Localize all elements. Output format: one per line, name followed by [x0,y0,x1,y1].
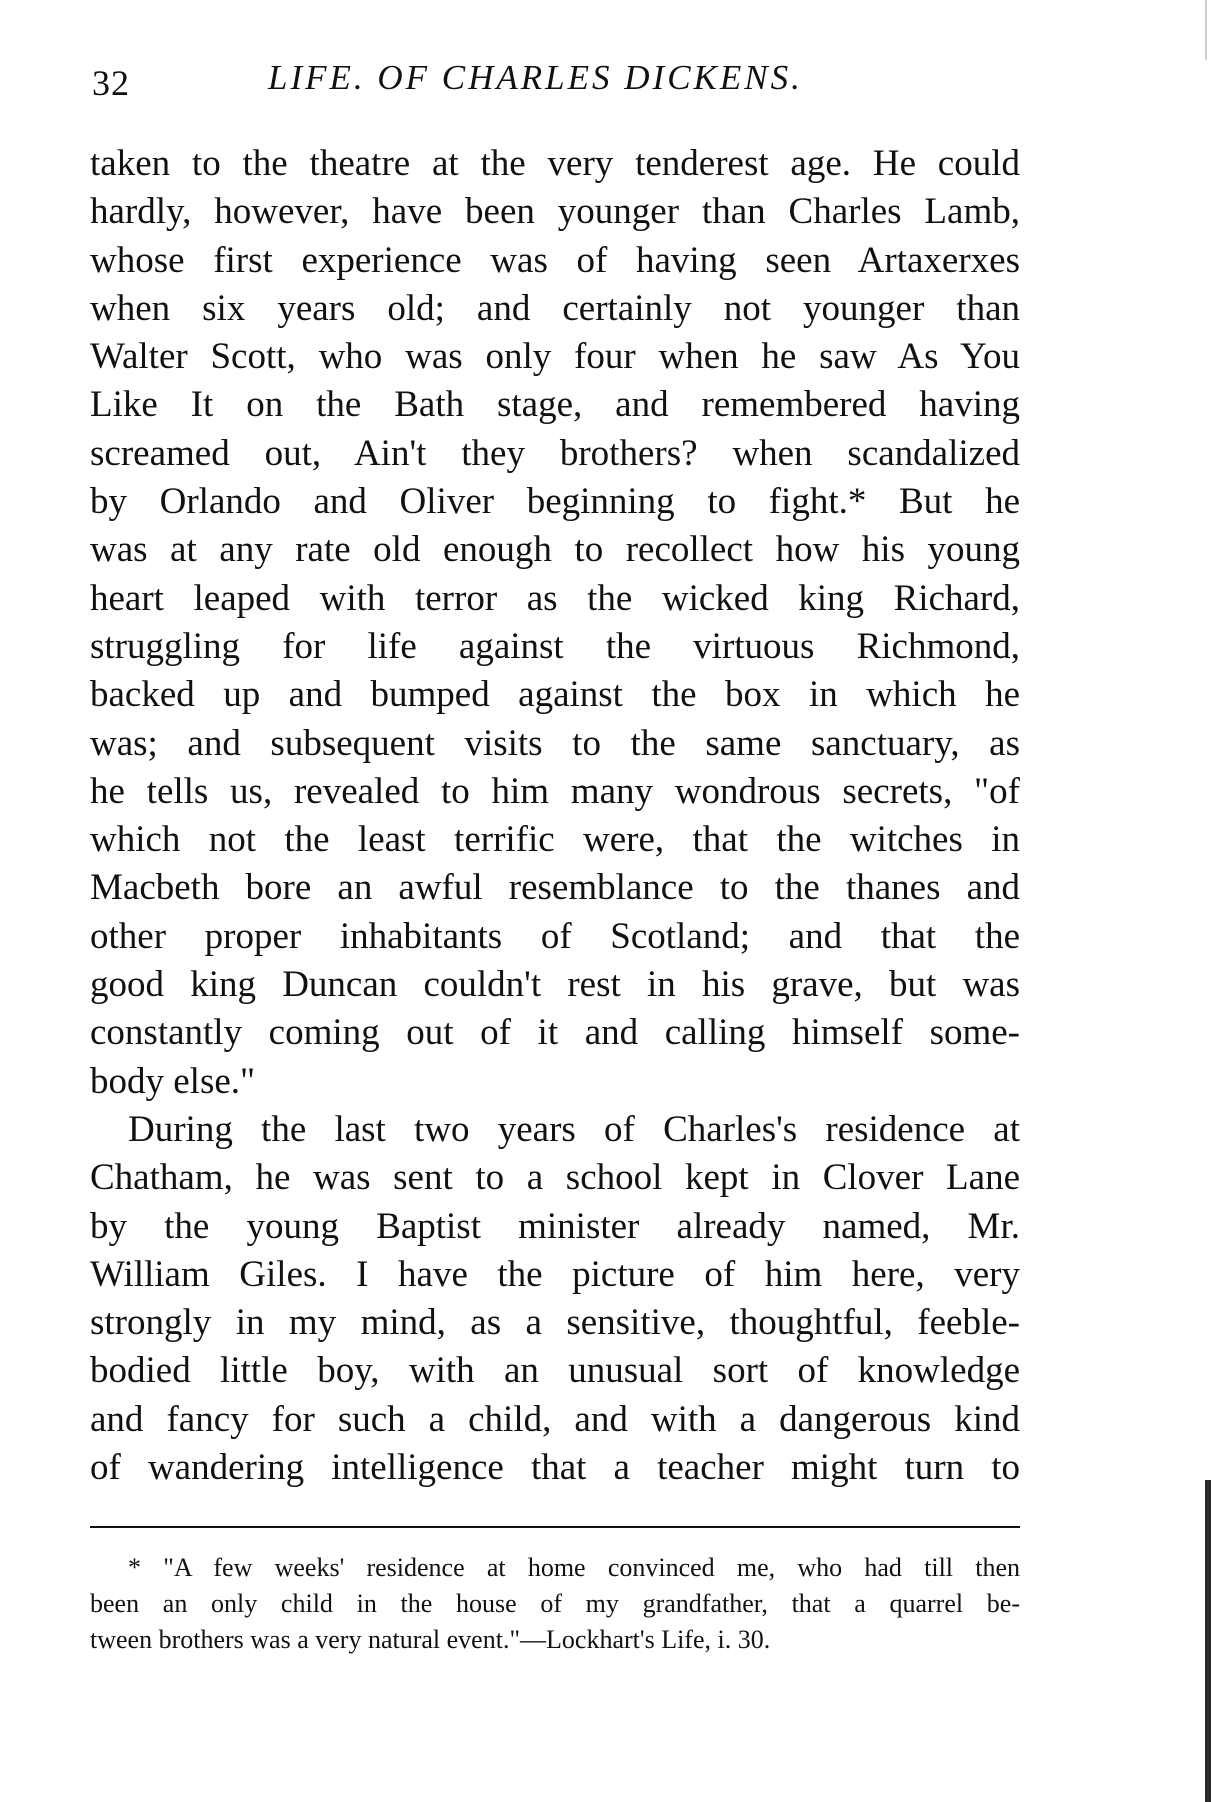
text-line: hardly, however, have been younger than Charles Lamb, [90,191,1020,233]
text-line: Like It on the Bath stage, and remembered having [90,384,1020,426]
text-line: William Giles. I have the picture of him here, very [90,1253,1020,1295]
footnote [90,1550,1020,1658]
text-line: was; and subsequent visits to the same sanctuary, as [90,722,1020,764]
text-line: of wandering intelligence that a teacher might turn to [90,1447,1020,1489]
text-line: when six years old; and certainly not younger than [90,287,1020,329]
text-line: was at any rate old enough to recollect how his young [90,529,1020,571]
text-line: During the last two years of Charles's residence at [128,1108,1020,1150]
footnote-line: been an only child in the house of my grandfather, that a quarrel be- [90,1589,1020,1618]
text-line: Walter Scott, who was only four when he saw As You [90,336,1020,378]
page-edge-shadow [1205,1480,1211,1802]
text-line: constantly coming out of it and calling himself some- [90,1012,1020,1054]
text-line: other proper inhabitants of Scotland; and that the [90,915,1020,957]
text-line: and fancy for such a child, and with a dangerous kind [90,1398,1020,1440]
text-line: bodied little boy, with an unusual sort of knowledge [90,1350,1020,1392]
text-line: body else." [90,1060,256,1102]
page-number: 32 [92,63,130,103]
text-line: struggling for life against the virtuous Richmond, [90,625,1020,667]
text-line: he tells us, revealed to him many wondrous secrets, "of [90,770,1020,812]
text-line: by Orlando and Oliver beginning to fight.* But he [90,481,1020,523]
text-line: heart leaped with terror as the wicked king Richard, [90,577,1020,619]
text-line: backed up and bumped against the box in which he [90,674,1020,716]
text-line: whose first experience was of having seen Artaxerxes [90,239,1020,281]
text-line: taken to the theatre at the very tenderest age. He could [90,143,1020,184]
text-line: good king Duncan couldn't rest in his grave, but was [90,964,1020,1006]
text-line: screamed out, Ain't they brothers? when scandalized [90,432,1020,474]
page-edge-shadow-top [1205,0,1207,60]
page-header [92,56,1022,106]
text-line: by the young Baptist minister already named, Mr. [90,1205,1020,1247]
footnote-line: * "A few weeks' residence at home convinced me, who had till then [128,1553,1020,1582]
footnote-divider [90,1526,1020,1528]
running-head: LIFE. OF CHARLES DICKENS. [268,58,803,97]
footnote-line: tween brothers was a very natural event."—Lockhart's Life, i. 30. [90,1625,771,1654]
text-line: Macbeth bore an awful resemblance to the thanes and [90,867,1020,909]
text-line: Chatham, he was sent to a school kept in Clover Lane [90,1157,1020,1199]
text-line: which not the least terrific were, that the witches in [90,819,1020,861]
text-line: strongly in my mind, as a sensitive, thoughtful, feeble- [90,1302,1020,1344]
body-text [90,140,1020,1492]
